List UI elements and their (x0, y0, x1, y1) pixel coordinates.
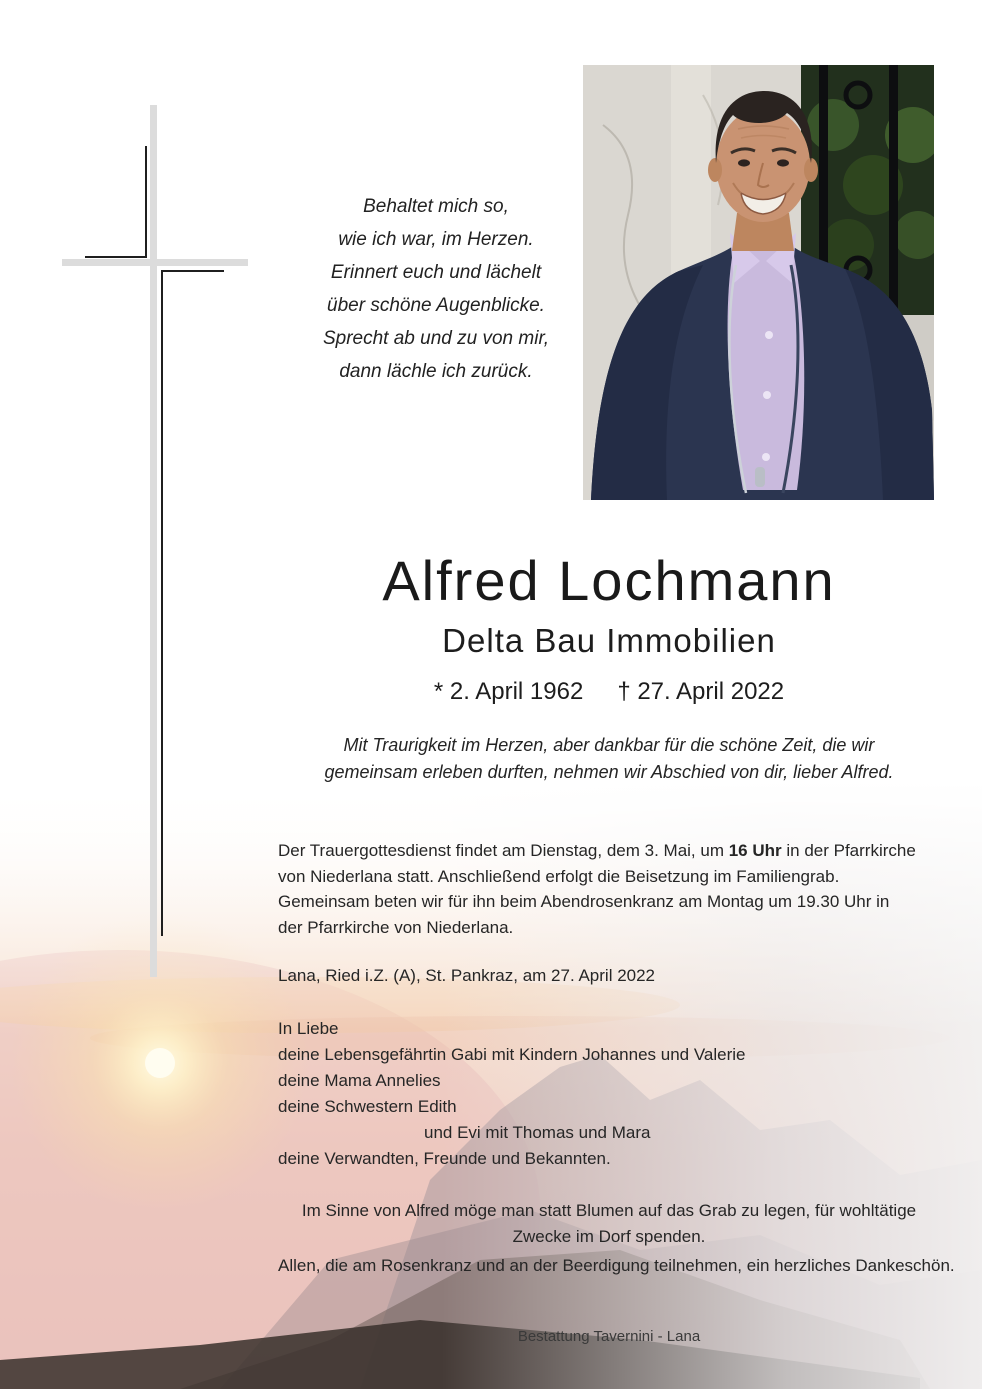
service-info (278, 838, 940, 940)
cross-accent-line-upper-horizontal (85, 256, 147, 258)
service-time-bold: 16 Uhr (728, 841, 782, 860)
family-line: und Evi mit Thomas und Mara (424, 1123, 651, 1142)
family-line: deine Lebensgefährtin Gabi mit Kindern Johannes und Valerie (278, 1045, 746, 1064)
poem-line: Erinnert euch und lächelt (330, 262, 542, 283)
service-line: der Pfarrkirche von Niederlana. (278, 917, 514, 937)
family-list (278, 1016, 940, 1172)
poem-line: über schöne Augenblicke. (327, 295, 545, 316)
family-line: deine Mama Annelies (278, 1071, 441, 1090)
cross-accent-line-lower-horizontal (161, 270, 224, 272)
deceased-name: Alfred Lochmann (382, 549, 836, 612)
family-line: deine Schwestern Edith (278, 1097, 457, 1116)
poem-line: Behaltet mich so, (363, 196, 509, 217)
poem-line: dann lächle ich zurück. (339, 361, 533, 382)
memorial-poem (280, 190, 592, 388)
intro-text (278, 732, 940, 786)
portrait-photo (583, 65, 934, 500)
cross-vertical-bar (150, 105, 157, 977)
service-line: von Niederlana statt. Anschließend erfolgt die Beisetzung im Familiengrab. (278, 866, 840, 886)
intro-line: gemeinsam erleben durften, nehmen wir Abschied von dir, lieber Alfred. (324, 762, 894, 782)
donation-note (278, 1198, 940, 1250)
poem-line: Sprecht ab und zu von mir, (322, 328, 549, 349)
cross-accent-line-upper-vertical (145, 146, 147, 258)
family-line: deine Verwandten, Freunde und Bekannten. (278, 1149, 611, 1168)
poem-line: wie ich war, im Herzen. (338, 229, 534, 250)
funeral-home-credit: Bestattung Tavernini - Lana (517, 1328, 701, 1345)
intro-line: Mit Traurigkeit im Herzen, aber dankbar für die schöne Zeit, die wir (343, 735, 875, 755)
company-name: Delta Bau Immobilien (442, 622, 776, 659)
cross-accent-line-lower-vertical (161, 270, 163, 936)
thanks-note: Allen, die am Rosenkranz und an der Beerdigung teilnehmen, ein herzliches Dankeschön. (278, 1256, 955, 1275)
donation-line: Im Sinne von Alfred möge man statt Blumen auf das Grab zu legen, für wohltätige (301, 1201, 917, 1220)
service-line: Gemeinsam beten wir für ihn beim Abendrosenkranz am Montag um 19.30 Uhr in (278, 892, 890, 911)
place-date-line: Lana, Ried i.Z. (A), St. Pankraz, am 27. April 2022 (278, 966, 656, 985)
service-line (278, 838, 940, 864)
life-dates (278, 678, 940, 706)
birth-date: * 2. April 1962 (433, 678, 584, 705)
donation-line: Zwecke im Dorf spenden. (512, 1227, 706, 1246)
service-line1-pre: Der Trauergottesdienst findet am Dienstag, dem 3. Mai, um (278, 841, 729, 860)
death-date: † 27. April 2022 (617, 678, 785, 705)
cross-horizontal-bar (62, 259, 248, 266)
service-line1-post: in der Pfarrkirche (781, 841, 916, 860)
family-line: In Liebe (278, 1019, 339, 1038)
